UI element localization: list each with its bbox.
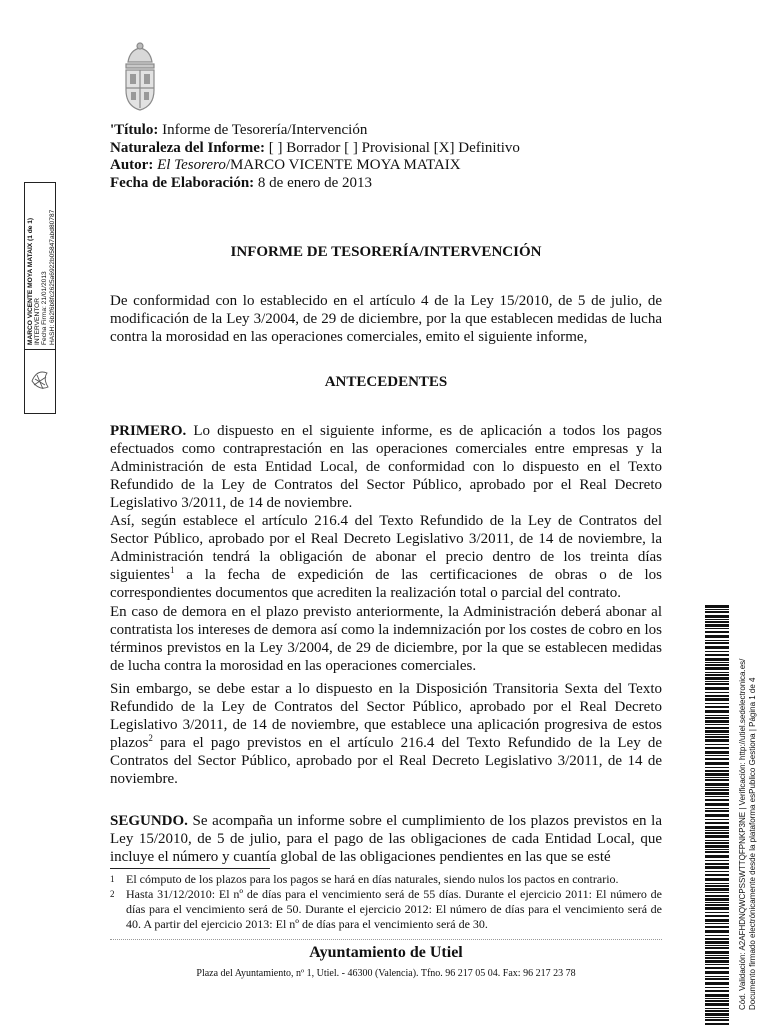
primero-label: PRIMERO. <box>110 423 187 439</box>
nature-value: [ ] Borrador [ ] Provisional [X] Definitivo <box>264 139 520 156</box>
author-name: /MARCO VICENTE MOYA MATAIX <box>225 157 461 173</box>
section-title-antecedentes: ANTECEDENTES <box>324 374 448 390</box>
footnote-text: El cómputo de los plazos para los pagos se hará en días naturales, siendo nulos los pactos en contrario. <box>126 872 619 886</box>
intro-paragraph: De conformidad con lo establecido en el artículo 4 de la Ley 15/2010, de 5 de julio, de modificación de la Ley 3/2004, de 29 de diciembre, por la que establecen medidas de lucha contra la morosidad en las operaciones comerciales, emito el siguiente informe, <box>110 293 662 345</box>
signature-signer: MARCO VICENTE MOYA MATAIX (1 de 1) <box>27 217 34 345</box>
title-value: Informe de Tesorería/Intervención <box>158 122 368 138</box>
validation-barcode <box>705 605 729 1025</box>
segundo-label: SEGUNDO. <box>110 813 188 829</box>
paragraph-demora: En caso de demora en el plazo previsto anteriormente, la Administración deberá abonar al contratista los intereses de demora así como la indemnización por los costes de cobro en los términos previstos en la Ley 3/2004, de 29 de diciembre, por la que se establecen medidas de lucha contra la morosidad en las operaciones comerciales. <box>110 604 662 674</box>
validation-code-line[interactable]: Cód. Validación: A2AFHDNQWCPSSWTTQFPNKP3NE | Verificación: http://utiel.sedelectronica.es/ <box>738 658 747 1010</box>
date-value: 8 de enero de 2013 <box>254 174 373 191</box>
author-line <box>110 157 670 175</box>
validation-platform-line: Documento firmado electrónicamente desde la plataforma esPublico Gestiona | Página 1 de 4 <box>748 677 757 1010</box>
footer-organization-name: Ayuntamiento de Utiel <box>309 944 463 961</box>
title-line <box>110 122 670 140</box>
document-metadata <box>110 122 670 192</box>
footer-address: Plaza del Ayuntamiento, nº 1, Utiel. - 46300 (Valencia). Tfno. 96 217 05 04. Fax: 96 217 23 78 <box>196 968 576 979</box>
date-label: Fecha de Elaboración: <box>110 174 255 191</box>
footnote-ref-1[interactable]: 1 <box>170 565 175 575</box>
footnote-text: Hasta 31/12/2010: El nº de días para el vencimiento será de 55 días. Durante el ejercicio 2011: El número de días para el vencimiento será de 50. Durante el ejercicio 2012: El número de días para el vencimiento será de 40. A partir del ejercicio 2013: El nº de días para el vencimiento será de 30. <box>126 887 662 931</box>
signature-role: INTERVENTOR <box>34 297 42 345</box>
paragraph-primero <box>110 422 662 512</box>
signature-hash: HASH: 6b2f6b8fc2625a6922b05847abd80787 <box>48 209 56 345</box>
signature-date: Fecha Firma: 21/01/2013 <box>41 271 49 345</box>
plazos-text-b: a la fecha de expedición de las certificaciones de obras o de los correspondientes documentos que acrediten la realización total o parcial del contrato. <box>110 567 662 601</box>
validation-text <box>738 600 758 1010</box>
signature-text <box>27 185 56 345</box>
footnote-number: 2 <box>110 889 115 899</box>
signature-seal-icon <box>29 361 51 401</box>
footnote-1 <box>110 872 662 887</box>
primero-text: Lo dispuesto en el siguiente informe, es de aplicación a todos los pagos efectuados como contraprestación en las operaciones comerciales entre empresas y la Administración de esta Entidad Local, de conformidad con lo dispuesto en el Texto Refundido de la Ley de Contratos del Sector Público, aprobado por el Real Decreto Legislativo 3/2011, de 14 de noviembre. <box>110 423 662 511</box>
paragraph-plazos <box>110 512 662 602</box>
transitoria-text-a: Sin embargo, se debe estar a lo dispuesto en la Disposición Transitoria Sexta del Texto Refundido de la Ley de Contratos del Sector Público, aprobado por el Real Decreto Legislativo 3/2011, de 14 de noviembre, que establece una aplicación progresiva de estos plazos <box>110 681 662 751</box>
footer-divider <box>110 939 662 940</box>
plazos-text-a: Así, según establece el artículo 216.4 del Texto Refundido de la Ley de Contratos del Sector Público, aprobado por el Real Decreto Legislativo 3/2011, de 14 de noviembre, la Administración tendrá la obligación de abonar el precio dentro de los treinta días siguientes <box>110 513 662 583</box>
nature-label: Naturaleza del Informe: <box>110 139 265 156</box>
title-label: 'Título: <box>110 122 159 138</box>
signature-stamp <box>24 182 56 414</box>
paragraph-segundo <box>110 812 662 866</box>
footnote-ref-2[interactable]: 2 <box>148 733 153 743</box>
footnote-divider <box>110 868 270 869</box>
paragraph-transitoria <box>110 680 662 788</box>
segundo-text: Se acompaña un informe sobre el cumplimiento de los plazos previstos en la Ley 15/2010, de 5 de julio, para el pago de las obligaciones de cada Entidad Local, que incluye el número y cuantía global de las obligaciones pendientes en las que se esté <box>110 813 662 865</box>
footnote-2 <box>110 887 662 932</box>
date-line <box>110 175 670 193</box>
report-title: INFORME DE TESORERÍA/INTERVENCIÓN <box>230 244 542 260</box>
transitoria-text-b: para el pago previstos en el artículo 216.4 del Texto Refundido de la Ley de Contratos del Sector Público, aprobado por el Real Decreto Legislativo 3/2011, de 14 de noviembre. <box>110 735 662 787</box>
nature-line <box>110 140 670 158</box>
signature-divider <box>25 349 55 350</box>
author-role: El Tesorero <box>153 157 226 173</box>
author-label: Autor: <box>110 157 154 173</box>
footnote-number: 1 <box>110 874 115 884</box>
municipal-crest-logo <box>118 40 162 112</box>
